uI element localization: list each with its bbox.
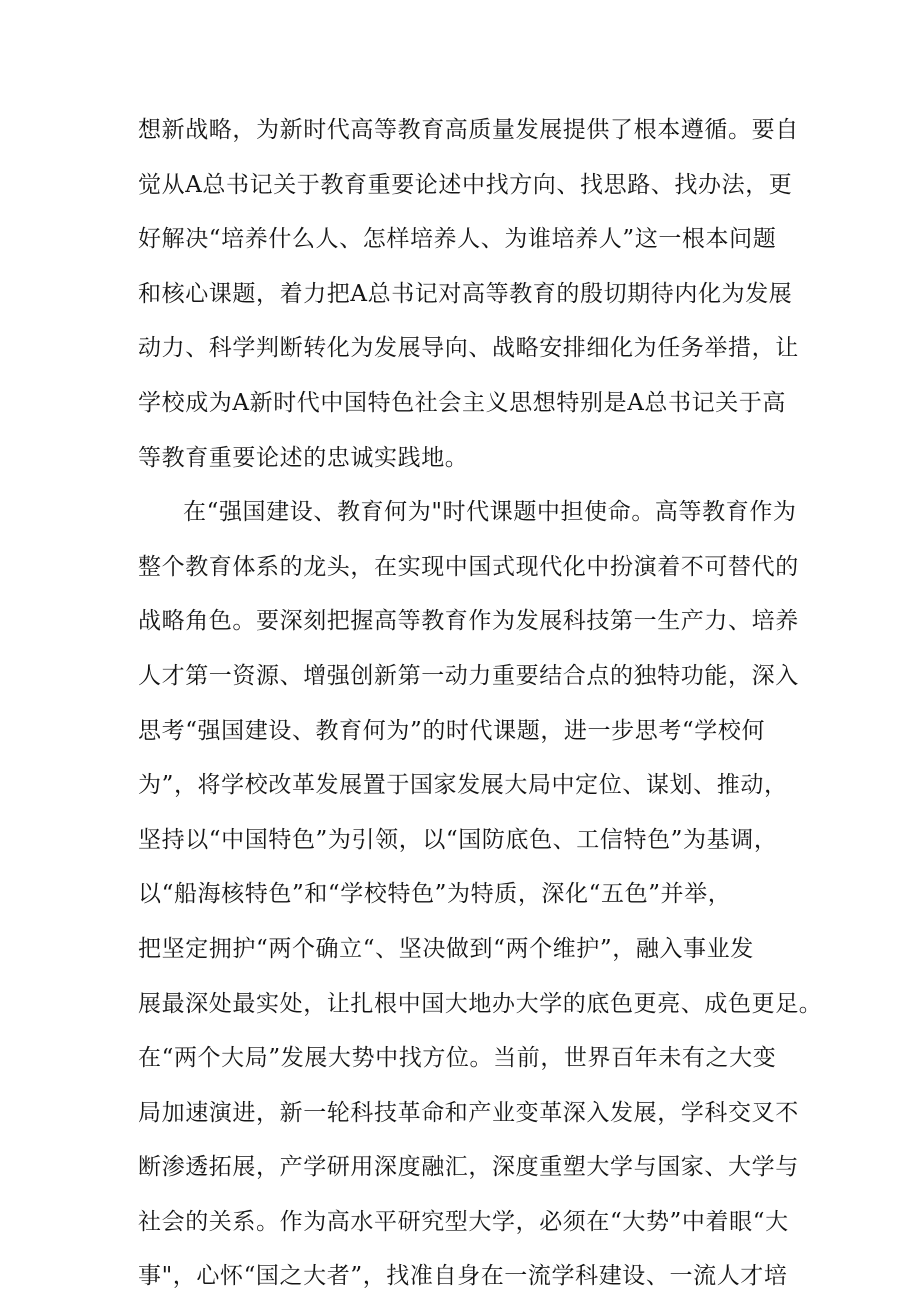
text-line: 动力、科学判断转化为发展导向、战略安排细化为任务举措，让 (138, 335, 799, 362)
text-line: 把坚定拥护“两个确立“、坚决做到“两个维护”，融入事业发 (138, 935, 754, 962)
text-line: 想新战略，为新时代高等教育高质量发展提供了根本遵循。要自 (138, 117, 799, 143)
text-line: 好解决“培养什么人、怎样培养人、为谁培养人”这一根本问题 (138, 226, 777, 253)
text-line: 坚持以“中国特色”为引领，以“国防底色、工信特色”为基调， (138, 826, 778, 853)
text-line: 展最深处最实处，让扎根中国大地办大学的底色更亮、成色更足。 (138, 990, 823, 1017)
paragraph-first-line: 在“强国建设、教育何为"时代课题中担使命。高等教育作为 (183, 499, 797, 526)
body-text (138, 112, 823, 1313)
text-line: 等教育重要论述的忠诚实践地。 (138, 444, 469, 471)
text-line: 整个教育体系的龙头，在实现中国式现代化中扮演着不可替代的 (138, 553, 799, 580)
text-line: 社会的关系。作为高水平研究型大学，必须在“大势”中着眼“大 (138, 1208, 789, 1235)
text-line: 事"，心怀“国之大者”，找准自身在一流学科建设、一流人才培 (138, 1263, 788, 1290)
text-line: 和核心课题，着力把A总书记对高等教育的殷切期待内化为发展 (138, 280, 793, 307)
text-line: 局加速演进，新一轮科技革命和产业变革深入发展，学科交叉不 (138, 1099, 799, 1126)
text-line: 断渗透拓展，产学研用深度融汇，深度重塑大学与国家、大学与 (138, 1154, 799, 1181)
text-line: 战略角色。要深刻把握高等教育作为发展科技第一生产力、培养 (138, 608, 799, 635)
text-line: 觉从A总书记关于教育重要论述中找方向、找思路、找办法，更 (138, 171, 793, 198)
text-line: 以“船海核特色”和“学校特色”为特质，深化“五色”并举， (138, 881, 732, 908)
text-line: 思考“强国建设、教育何为”的时代课题，进一步思考“学校何 (138, 717, 766, 744)
text-line: 在“两个大局”发展大势中找方位。当前，世界百年未有之大变 (138, 1045, 777, 1072)
text-line: 为”，将学校改革发展置于国家发展大局中定位、谋划、推动， (138, 772, 788, 799)
text-line: 人才第一资源、增强创新第一动力重要结合点的独特功能，深入 (138, 662, 799, 689)
text-line: 学校成为A新时代中国特色社会主义思想特别是A总书记关于高 (138, 389, 787, 416)
